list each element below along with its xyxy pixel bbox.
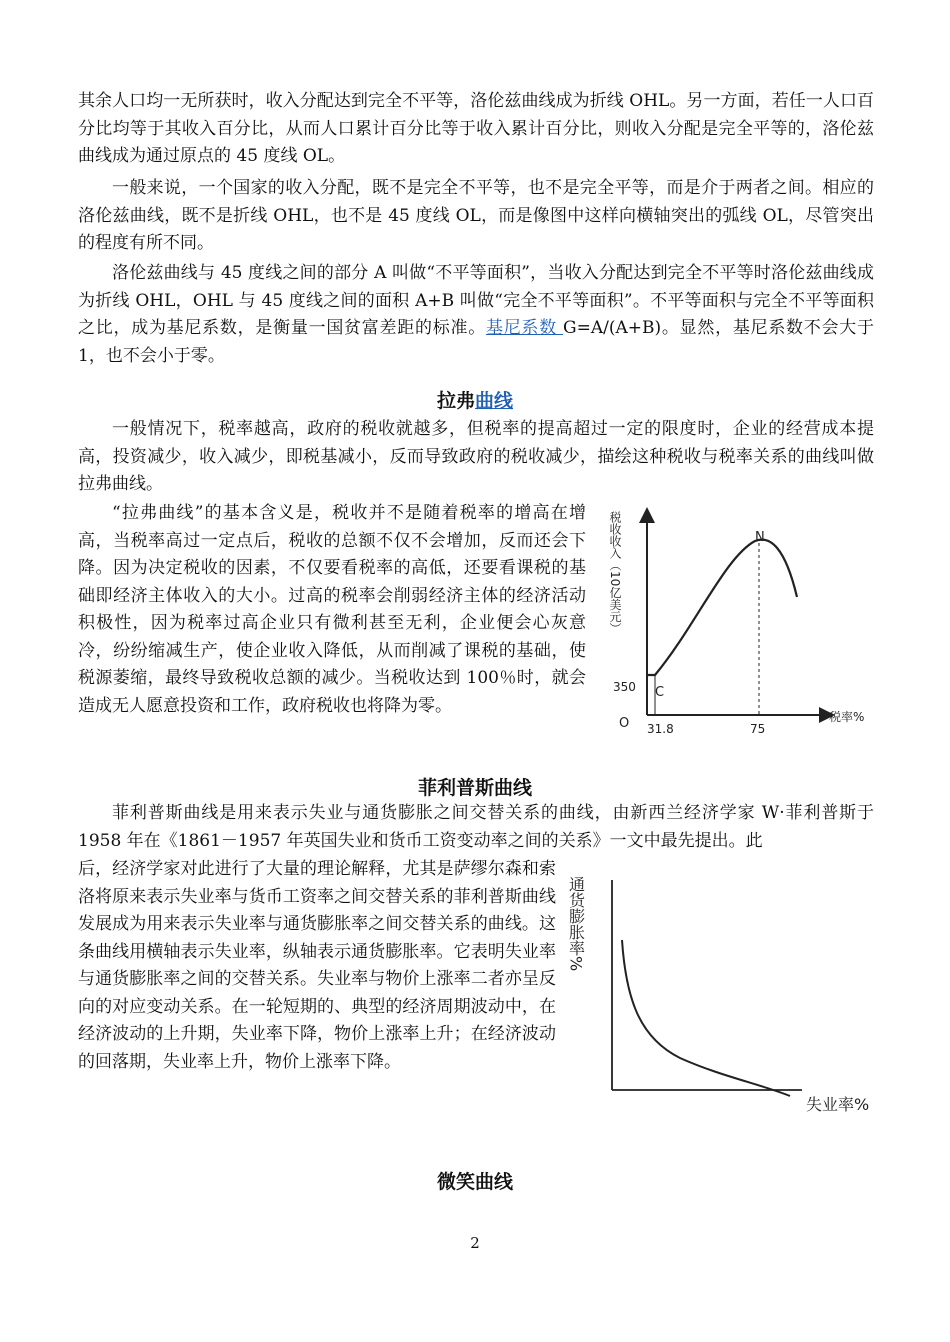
- gini-link[interactable]: 基尼系数: [485, 318, 564, 338]
- phillips-ylabel: 通货膨胀率%: [566, 876, 586, 972]
- laffer-point-n: N: [755, 530, 765, 545]
- laffer-point-c: C: [655, 685, 665, 700]
- heading-laffer-prefix: 拉弗: [436, 390, 475, 412]
- laffer-xlabel: 税率%: [829, 710, 865, 724]
- heading-phillips: 菲利普斯曲线: [417, 777, 532, 799]
- gini-text-after: G=A/(A+B)。显然，基尼系数不会大于 1，也不会小于零。: [78, 318, 874, 366]
- laffer-origin: O: [619, 716, 630, 731]
- laffer-ytick-350: 350: [613, 680, 636, 694]
- paragraph-lorenz-1: 其余人口均一无所获时，收入分配达到完全不平等，洛伦兹曲线成为折线 OHL。另一方面，若任一人口百分比均等于其收入百分比，从而人口累计百分比等于收入累计百分比，则收入分配是完全平等的，洛伦兹曲线成为通过原点的 45 度线 OL。: [78, 91, 874, 166]
- heading-smile-curve: 微笑曲线: [436, 1171, 513, 1193]
- laffer-curve-figure: [605, 497, 875, 745]
- heading-laffer-link[interactable]: 曲线: [475, 390, 514, 412]
- laffer-xtick-31-8: 31.8: [647, 722, 674, 736]
- laffer-ylabel: 税收收入（10亿美元）: [608, 511, 622, 635]
- laffer-xtick-75: 75: [750, 722, 766, 736]
- page-number: 2: [470, 1234, 480, 1252]
- laffer-curve: [647, 540, 797, 675]
- gini-text-before: 洛伦兹曲线与 45 度线之间的部分 A 叫做“不平等面积”，当收入分配达到完全不平等时洛伦兹曲线成为折线 OHL，OHL 与 45 度线之间的面积 A+B 叫做“完全不平等面积”。不平等面积与完全不平等面积之比，成为基尼系数，是衡量一国贫富差距的标准。: [78, 263, 874, 338]
- paragraph-laffer-body: “拉弗曲线”的基本含义是，税收并不是随着税率的增高在增高，当税率高过一定点后，税收的总额不仅不会增加，反而还会下降。因为决定税收的因素，不仅要看税率的高低，还要看课税的基础即经济主体收入的大小。过高的税率会削弱经济主体的经济活动积极性，因为税率过高企业只有微利甚至无利，企业便会心灰意冷，纷纷缩减生产，使企业收入降低，从而削减了课税的基础，使税源萎缩，最终导致税收总额的减少。当税收达到 100％时，就会造成无人愿意投资和工作，政府税收也将降为零。: [78, 503, 586, 716]
- paragraph-phillips-intro: 菲利普斯曲线是用来表示失业与通货膨胀之间交替关系的曲线，由新西兰经济学家 W·菲利普斯于 1958 年在《1861－1957 年英国失业和货币工资变动率之间的关系》一文中最先提出。此: [78, 803, 874, 851]
- paragraph-phillips-body: 后，经济学家对此进行了大量的理论解释，尤其是萨缪尔森和索洛将原来表示失业率与货币工资率之间交替关系的菲利普斯曲线发展成为用来表示失业率与通货膨胀率之间交替关系的曲线。这条曲线用横轴表示失业率，纵轴表示通货膨胀率。它表明失业率与通货膨胀率之间的交替关系。失业率与物价上涨率二者亦呈反向的对应变动关系。在一轮短期的、典型的经济周期波动中，在经济波动的上升期，失业率下降，物价上涨率上升；在经济波动的回落期，失业率上升，物价上涨率下降。: [78, 859, 556, 1072]
- paragraph-gini: [78, 260, 874, 370]
- heading-laffer: [0, 386, 950, 413]
- phillips-xlabel: 失业率%: [806, 1095, 870, 1114]
- paragraph-laffer-intro: 一般情况下，税率越高，政府的税收就越多，但税率的提高超过一定的限度时，企业的经营成本提高，投资减少，收入减少，即税基减小，反而导致政府的税收减少，描绘这种税收与税率关系的曲线叫做拉弗曲线。: [78, 419, 874, 494]
- phillips-curve: [622, 940, 790, 1096]
- paragraph-lorenz-2: 一般来说，一个国家的收入分配，既不是完全不平等，也不是完全平等，而是介于两者之间。相应的洛伦兹曲线，既不是折线 OHL，也不是 45 度线 OL，而是像图中这样向横轴突出的弧线 OL，尽管突出的程度有所不同。: [78, 178, 874, 253]
- phillips-curve-figure: [566, 870, 890, 1120]
